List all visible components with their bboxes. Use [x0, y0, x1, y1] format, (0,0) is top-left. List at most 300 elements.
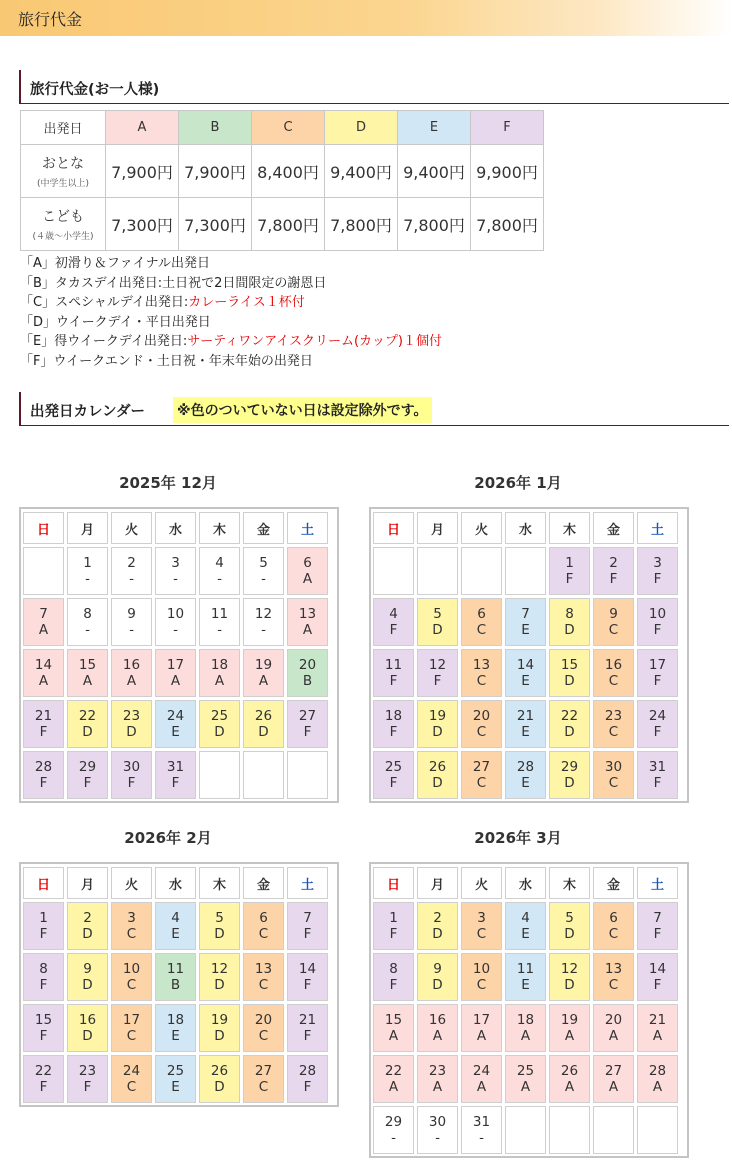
fare-code: E: [521, 622, 530, 638]
day-number: 21: [516, 708, 535, 724]
fare-note-text: 「F」ウイークエンド・土日祝・年末年始の出発日: [20, 353, 313, 369]
calendar-day: [111, 953, 152, 1001]
calendar-day: [461, 598, 502, 646]
calendar-day: [417, 649, 458, 697]
weekday-header-thu: 木: [199, 867, 240, 899]
calendar-day: [111, 1004, 152, 1052]
fare-note: [20, 313, 442, 333]
price-cell: 9,400円: [325, 145, 398, 198]
price-cell: 7,300円: [106, 198, 179, 251]
fare-code: C: [258, 1079, 269, 1095]
day-number: 22: [78, 708, 97, 724]
fare-notes: [20, 254, 442, 371]
child-label: こども: [42, 209, 84, 225]
calendar-title-dec: 2025年 12月: [119, 474, 217, 492]
day-number: 12: [254, 606, 273, 622]
fare-code: A: [608, 1079, 619, 1095]
fare-note: [20, 332, 442, 352]
price-cell: 7,800円: [471, 198, 544, 251]
calendar-empty-cell: [637, 1106, 678, 1154]
day-number: 6: [259, 910, 268, 926]
calendar-day: [637, 953, 678, 1001]
day-number: 8: [83, 606, 92, 622]
weekday-header-mon: 月: [417, 867, 458, 899]
weekday-header-mon: 月: [417, 512, 458, 544]
calendar-day: [637, 547, 678, 595]
day-number: 11: [166, 961, 185, 977]
fare-code: E: [521, 673, 530, 689]
day-number: 11: [516, 961, 535, 977]
fare-note-text: 「C」スペシャルデイ出発日:: [20, 295, 189, 310]
calendar-day: [637, 598, 678, 646]
calendar-day: [67, 700, 108, 748]
price-table: [20, 110, 544, 251]
fare-code: F: [39, 1079, 48, 1095]
day-number: 27: [254, 1063, 273, 1079]
day-number: 5: [215, 910, 224, 926]
day-number: 14: [298, 961, 317, 977]
calendar-mar-2026: [369, 862, 689, 1158]
fare-code: A: [432, 1028, 443, 1044]
price-cell: 7,900円: [106, 145, 179, 198]
day-number: 13: [472, 657, 491, 673]
fare-code: F: [433, 673, 442, 689]
calendar-day: [67, 751, 108, 799]
day-number: 6: [303, 555, 312, 571]
day-number: 23: [78, 1063, 97, 1079]
day-number: 12: [210, 961, 229, 977]
fare-code: A: [652, 1028, 663, 1044]
calendar-day: [637, 751, 678, 799]
fare-code: -: [217, 571, 222, 587]
day-number: 4: [521, 910, 530, 926]
fare-code: C: [476, 977, 487, 993]
fare-note: [20, 274, 442, 294]
calendar-day: [23, 751, 64, 799]
fare-code: A: [38, 622, 49, 638]
fare-code: A: [520, 1028, 531, 1044]
day-number: 30: [428, 1114, 447, 1130]
calendar-day: [505, 649, 546, 697]
fare-code: E: [171, 1028, 180, 1044]
calendar-day: [287, 953, 328, 1001]
calendar-day: [373, 1055, 414, 1103]
calendar-day: [637, 902, 678, 950]
day-number: 22: [560, 708, 579, 724]
child-sublabel: (４歳～小学生): [32, 232, 94, 242]
day-number: 30: [604, 759, 623, 775]
calendar-day: [637, 700, 678, 748]
price-column-header: A: [106, 111, 179, 145]
calendar-day: [23, 953, 64, 1001]
fare-code: D: [126, 724, 137, 740]
day-number: 20: [254, 1012, 273, 1028]
day-number: 15: [78, 657, 97, 673]
weekday-header-mon: 月: [67, 867, 108, 899]
day-number: 17: [648, 657, 667, 673]
fare-code: F: [389, 977, 398, 993]
fare-code: F: [653, 724, 662, 740]
day-number: 24: [166, 708, 185, 724]
fare-code: E: [521, 926, 530, 942]
fare-code: D: [432, 977, 443, 993]
fare-note-text: 「D」ウイークデイ・平日出発日: [20, 314, 211, 330]
fare-code: B: [302, 673, 313, 689]
calendar-day: [549, 598, 590, 646]
fare-code: D: [432, 775, 443, 791]
calendar-day: [155, 649, 196, 697]
calendar-day: [199, 902, 240, 950]
day-number: 7: [303, 910, 312, 926]
fare-note-text: 「B」タカスデイ出発日:土日祝で2日間限定の謝恩日: [20, 275, 327, 291]
calendar-day: [593, 547, 634, 595]
calendar-day: [505, 751, 546, 799]
fare-code: -: [479, 1130, 484, 1146]
fare-note: [20, 254, 442, 274]
day-number: 15: [560, 657, 579, 673]
calendar-title-feb: 2026年 2月: [124, 829, 212, 847]
fare-code: F: [83, 775, 92, 791]
fare-code: A: [564, 1028, 575, 1044]
fare-code: -: [217, 622, 222, 638]
day-number: 18: [384, 708, 403, 724]
calendar-day: [549, 751, 590, 799]
day-number: 20: [604, 1012, 623, 1028]
calendar-day: [67, 1055, 108, 1103]
fare-code: D: [214, 1028, 225, 1044]
calendar-empty-cell: [373, 547, 414, 595]
fare-code: D: [432, 724, 443, 740]
calendar-day: [373, 1106, 414, 1154]
day-number: 31: [166, 759, 185, 775]
fare-code: C: [126, 926, 137, 942]
day-number: 2: [609, 555, 618, 571]
day-number: 21: [648, 1012, 667, 1028]
day-number: 13: [254, 961, 273, 977]
calendar-dec-2025: [19, 507, 339, 803]
day-number: 26: [428, 759, 447, 775]
fare-code: D: [564, 724, 575, 740]
calendar-day: [461, 1004, 502, 1052]
adult-sublabel: (中学生以上): [36, 179, 90, 189]
day-number: 4: [389, 606, 398, 622]
day-number: 14: [34, 657, 53, 673]
calendar-day: [417, 700, 458, 748]
day-number: 15: [34, 1012, 53, 1028]
weekday-header-tue: 火: [111, 867, 152, 899]
page-title: 旅行代金: [18, 10, 83, 29]
day-number: 29: [560, 759, 579, 775]
fare-code: F: [653, 571, 662, 587]
day-number: 25: [516, 1063, 535, 1079]
fare-code: D: [214, 724, 225, 740]
calendar-day: [637, 649, 678, 697]
day-number: 18: [210, 657, 229, 673]
fare-code: A: [564, 1079, 575, 1095]
day-number: 6: [477, 606, 486, 622]
fare-code: C: [126, 1028, 137, 1044]
day-number: 2: [433, 910, 442, 926]
day-number: 26: [210, 1063, 229, 1079]
calendar-empty-cell: [461, 547, 502, 595]
calendar-day: [199, 1004, 240, 1052]
calendar-day: [461, 1055, 502, 1103]
calendar-day: [243, 700, 284, 748]
calendar-day: [199, 649, 240, 697]
fare-code: F: [303, 977, 312, 993]
fare-code: -: [261, 571, 266, 587]
fare-note: [20, 352, 442, 372]
day-number: 16: [604, 657, 623, 673]
day-number: 24: [472, 1063, 491, 1079]
fare-code: C: [258, 1028, 269, 1044]
price-column-header: B: [179, 111, 252, 145]
calendar-day: [593, 1055, 634, 1103]
weekday-header-tue: 火: [461, 867, 502, 899]
fare-code: F: [653, 977, 662, 993]
day-number: 14: [516, 657, 535, 673]
weekday-header-sun: 日: [23, 867, 64, 899]
page-header: [0, 0, 732, 36]
day-number: 8: [565, 606, 574, 622]
fare-code: E: [171, 926, 180, 942]
weekday-header-wed: 水: [505, 512, 546, 544]
day-number: 2: [83, 910, 92, 926]
fare-note-perk: サーティワンアイスクリーム(カップ)１個付: [187, 334, 442, 349]
fare-code: D: [82, 977, 93, 993]
fare-code: -: [85, 571, 90, 587]
calendar-day: [417, 1004, 458, 1052]
calendar-day: [373, 1004, 414, 1052]
weekday-header-wed: 水: [505, 867, 546, 899]
calendar-day: [549, 902, 590, 950]
calendar-day: [417, 751, 458, 799]
fare-code: F: [39, 926, 48, 942]
price-column-header: D: [325, 111, 398, 145]
price-header-label: 出発日: [21, 111, 106, 145]
fare-code: F: [609, 571, 618, 587]
fare-note-text: 「A」初滑り＆ファイナル出発日: [20, 256, 210, 271]
fare-code: B: [170, 977, 181, 993]
day-number: 23: [428, 1063, 447, 1079]
day-number: 24: [648, 708, 667, 724]
calendar-day: [593, 1004, 634, 1052]
fare-code: D: [564, 775, 575, 791]
fare-code: A: [126, 673, 137, 689]
calendar-day: [155, 547, 196, 595]
fare-code: E: [171, 1079, 180, 1095]
day-number: 26: [254, 708, 273, 724]
day-number: 1: [389, 910, 398, 926]
fare-code: F: [389, 926, 398, 942]
calendar-day: [549, 1055, 590, 1103]
fare-code: E: [521, 775, 530, 791]
price-cell: 9,900円: [471, 145, 544, 198]
calendar-day: [67, 598, 108, 646]
calendar-day: [373, 902, 414, 950]
calendar-day: [417, 598, 458, 646]
calendar-day: [417, 953, 458, 1001]
calendar-empty-cell: [199, 751, 240, 799]
day-number: 27: [298, 708, 317, 724]
calendar-day: [155, 1055, 196, 1103]
day-number: 4: [215, 555, 224, 571]
day-number: 29: [384, 1114, 403, 1130]
calendar-day: [243, 547, 284, 595]
fare-code: F: [39, 775, 48, 791]
calendar-day: [23, 700, 64, 748]
calendar-day: [199, 953, 240, 1001]
fare-note-text: 「E」得ウイークデイ出発日:: [20, 334, 188, 349]
calendar-day: [373, 953, 414, 1001]
calendar-jan-2026: [369, 507, 689, 803]
weekday-header-sun: 日: [373, 512, 414, 544]
day-number: 22: [384, 1063, 403, 1079]
day-number: 19: [254, 657, 273, 673]
day-number: 17: [472, 1012, 491, 1028]
fare-code: F: [653, 775, 662, 791]
calendar-day: [67, 953, 108, 1001]
weekday-header-sun: 日: [373, 867, 414, 899]
calendar-day: [549, 700, 590, 748]
calendar-day: [461, 1106, 502, 1154]
day-number: 13: [298, 606, 317, 622]
day-number: 6: [609, 910, 618, 926]
calendar-day: [111, 1055, 152, 1103]
day-number: 9: [83, 961, 92, 977]
day-number: 10: [166, 606, 185, 622]
day-number: 29: [78, 759, 97, 775]
calendar-day: [243, 598, 284, 646]
day-number: 16: [428, 1012, 447, 1028]
weekday-header-thu: 木: [549, 512, 590, 544]
day-number: 17: [122, 1012, 141, 1028]
day-number: 5: [565, 910, 574, 926]
fare-code: F: [303, 1028, 312, 1044]
fare-code: C: [476, 622, 487, 638]
calendar-day: [67, 649, 108, 697]
calendar-day: [287, 700, 328, 748]
calendar-day: [199, 598, 240, 646]
calendar-day: [243, 649, 284, 697]
calendar-day: [23, 1004, 64, 1052]
weekday-header-tue: 火: [111, 512, 152, 544]
weekday-header-fri: 金: [243, 512, 284, 544]
day-number: 28: [648, 1063, 667, 1079]
day-number: 30: [122, 759, 141, 775]
fare-code: F: [389, 622, 398, 638]
calendar-title-mar: 2026年 3月: [474, 829, 562, 847]
price-section-title: 旅行代金(お一人様): [30, 82, 160, 98]
calendar-day: [243, 1055, 284, 1103]
day-number: 2: [127, 555, 136, 571]
day-number: 9: [609, 606, 618, 622]
price-cell: 7,800円: [398, 198, 471, 251]
fare-code: D: [82, 1028, 93, 1044]
fare-code: A: [608, 1028, 619, 1044]
day-number: 1: [39, 910, 48, 926]
fare-code: D: [82, 724, 93, 740]
fare-code: C: [608, 622, 619, 638]
day-number: 3: [171, 555, 180, 571]
day-number: 5: [259, 555, 268, 571]
calendar-day: [593, 751, 634, 799]
fare-code: F: [303, 926, 312, 942]
day-number: 7: [653, 910, 662, 926]
calendar-day: [23, 1055, 64, 1103]
day-number: 15: [384, 1012, 403, 1028]
fare-code: D: [214, 926, 225, 942]
calendar-day: [23, 902, 64, 950]
calendar-section-heading: [19, 392, 729, 426]
fare-code: A: [388, 1028, 399, 1044]
day-number: 3: [653, 555, 662, 571]
calendar-day: [111, 902, 152, 950]
fare-code: C: [608, 926, 619, 942]
day-number: 25: [210, 708, 229, 724]
calendar-day: [505, 700, 546, 748]
calendar-day: [287, 547, 328, 595]
weekday-header-sat: 土: [287, 512, 328, 544]
fare-code: A: [520, 1079, 531, 1095]
price-cell: 7,300円: [179, 198, 252, 251]
day-number: 28: [298, 1063, 317, 1079]
day-number: 12: [560, 961, 579, 977]
calendar-day: [593, 598, 634, 646]
fare-code: D: [564, 977, 575, 993]
fare-code: A: [170, 673, 181, 689]
calendar-day: [505, 1055, 546, 1103]
calendar-empty-cell: [23, 547, 64, 595]
day-number: 21: [298, 1012, 317, 1028]
day-number: 3: [477, 910, 486, 926]
fare-code: F: [565, 571, 574, 587]
calendar-day: [111, 751, 152, 799]
price-cell: 7,900円: [179, 145, 252, 198]
day-number: 19: [560, 1012, 579, 1028]
day-number: 19: [428, 708, 447, 724]
day-number: 16: [78, 1012, 97, 1028]
day-number: 9: [433, 961, 442, 977]
fare-code: C: [258, 977, 269, 993]
day-number: 5: [433, 606, 442, 622]
fare-code: C: [608, 775, 619, 791]
calendar-day: [155, 953, 196, 1001]
fare-code: F: [389, 673, 398, 689]
day-number: 24: [122, 1063, 141, 1079]
day-number: 12: [428, 657, 447, 673]
fare-code: A: [302, 622, 313, 638]
calendar-day: [287, 1004, 328, 1052]
weekday-header-sat: 土: [287, 867, 328, 899]
fare-code: A: [476, 1028, 487, 1044]
calendar-day: [243, 1004, 284, 1052]
calendar-day: [549, 1004, 590, 1052]
fare-code: F: [171, 775, 180, 791]
calendar-day: [67, 1004, 108, 1052]
calendar-empty-cell: [593, 1106, 634, 1154]
fare-code: F: [39, 724, 48, 740]
fare-code: -: [173, 622, 178, 638]
calendar-day: [111, 547, 152, 595]
fare-code: C: [126, 977, 137, 993]
calendar-day: [67, 547, 108, 595]
day-number: 10: [648, 606, 667, 622]
weekday-header-thu: 木: [199, 512, 240, 544]
calendar-day: [505, 598, 546, 646]
calendar-day: [287, 598, 328, 646]
fare-code: -: [435, 1130, 440, 1146]
